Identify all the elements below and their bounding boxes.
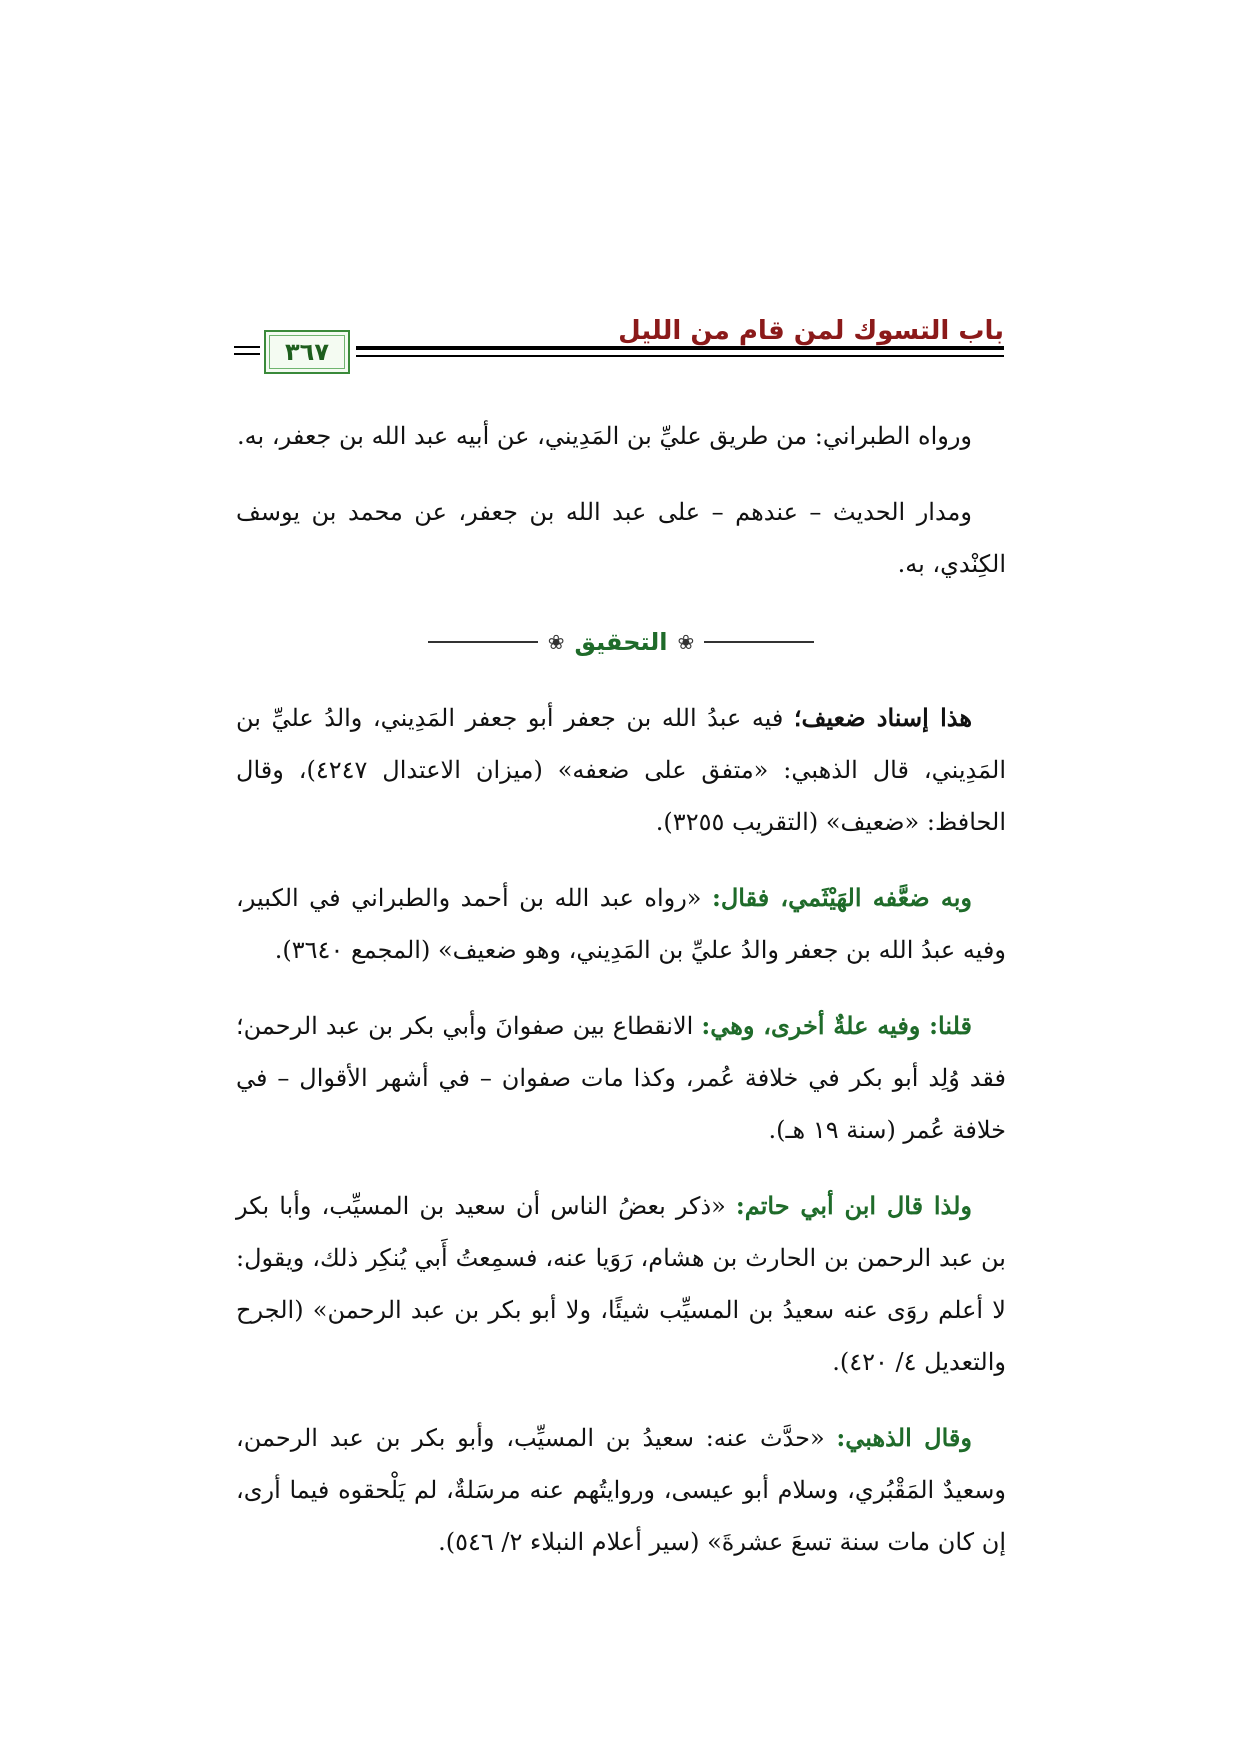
paragraph-text: فيه عبدُ الله بن جعفر أبو جعفر المَدِيني، والدُ عليِّ بن المَدِيني، قال الذهبي: «متفق على ضعفه» (ميزان الاعتدال ٤٢٤٧)، وقال الحافظ: «ضعيف» (التقريب ٣٢٥٥). (236, 704, 1006, 836)
header-rule-right-bottom (356, 355, 1004, 357)
ornament-icon: ❀ (677, 630, 695, 654)
analysis-paragraph-3 (236, 1000, 1006, 1156)
paragraph-lead: قلنا: وفيه علةٌ أخرى، وهي: (701, 1011, 972, 1040)
page-number-frame (264, 330, 350, 374)
divider-line-right (704, 641, 814, 643)
page-header (234, 316, 1004, 386)
paragraph-text: ومدار الحديث – عندهم – على عبد الله بن جعفر، عن محمد بن يوسف الكِنْدي، به. (236, 498, 1006, 578)
paragraph-lead: ولذا قال ابن أبي حاتم: (735, 1191, 972, 1220)
analysis-paragraph-2 (236, 872, 1006, 976)
running-title: باب التسوك لمن قام من الليل (618, 316, 1004, 346)
section-divider (236, 614, 1006, 670)
paragraph-lead: وقال الذهبي: (836, 1423, 972, 1452)
header-rule-left-top (234, 346, 260, 348)
paragraph-text: «ذكر بعضُ الناس أن سعيد بن المسيِّب، وأبا بكر بن عبد الرحمن بن الحارث بن هشام، رَوَيا عنه، فسمِعتُ أَبي يُنكِر ذلك، ويقول: لا أعلم روَى عنه سعيدُ بن المسيِّب شيئًا، ولا أبو بكر بن عبد الرحمن» (الجرح والتعديل ٤/ ٤٢٠). (236, 1192, 1006, 1376)
header-rule-left-bottom (234, 353, 260, 355)
ornament-icon: ❀ (547, 630, 565, 654)
analysis-paragraph-1 (236, 692, 1006, 848)
divider-line-left (428, 641, 538, 643)
header-rule-right-top (356, 346, 1004, 350)
text-paragraph-2 (236, 486, 1006, 590)
paragraph-text: «رواه عبد الله بن أحمد والطبراني في الكبير، وفيه عبدُ الله بن جعفر والدُ عليِّ بن المَدِيني، وهو ضعيف» (المجمع ٣٦٤٠). (236, 884, 1006, 964)
paragraph-text: الانقطاع بين صفوانَ وأبي بكر بن عبد الرحمن؛ فقد وُلِد أبو بكر في خلافة عُمر، وكذا مات صفوان – في أشهر الأقوال – في خلافة عُمر (سنة ١٩ هـ). (236, 1012, 1007, 1144)
page-body (236, 410, 1006, 1592)
analysis-paragraph-4 (236, 1180, 1006, 1388)
section-title: التحقيق (574, 628, 668, 656)
paragraph-lead: وبه ضعَّفه الهَيْثَمي، فقال: (711, 883, 972, 912)
paragraph-lead: هذا إسناد ضعيف؛ (793, 703, 972, 732)
paragraph-text: «حدَّث عنه: سعيدُ بن المسيِّب، وأبو بكر بن عبد الرحمن، وسعيدٌ المَقْبُري، وسلام أبو عيسى، وروايتُهم عنه مرسَلةٌ، لم يَلْحقوه فيما أرى، إن كان مات سنة تسعَ عشرةَ» (سير أعلام النبلاء ٢/ ٥٤٦). (236, 1424, 1006, 1556)
page-number: ٣٦٧ (285, 338, 329, 366)
analysis-paragraph-5 (236, 1412, 1006, 1568)
text-paragraph-1 (236, 410, 1006, 462)
paragraph-text: ورواه الطبراني: من طريق عليِّ بن المَدِيني، عن أبيه عبد الله بن جعفر، به. (237, 422, 972, 450)
